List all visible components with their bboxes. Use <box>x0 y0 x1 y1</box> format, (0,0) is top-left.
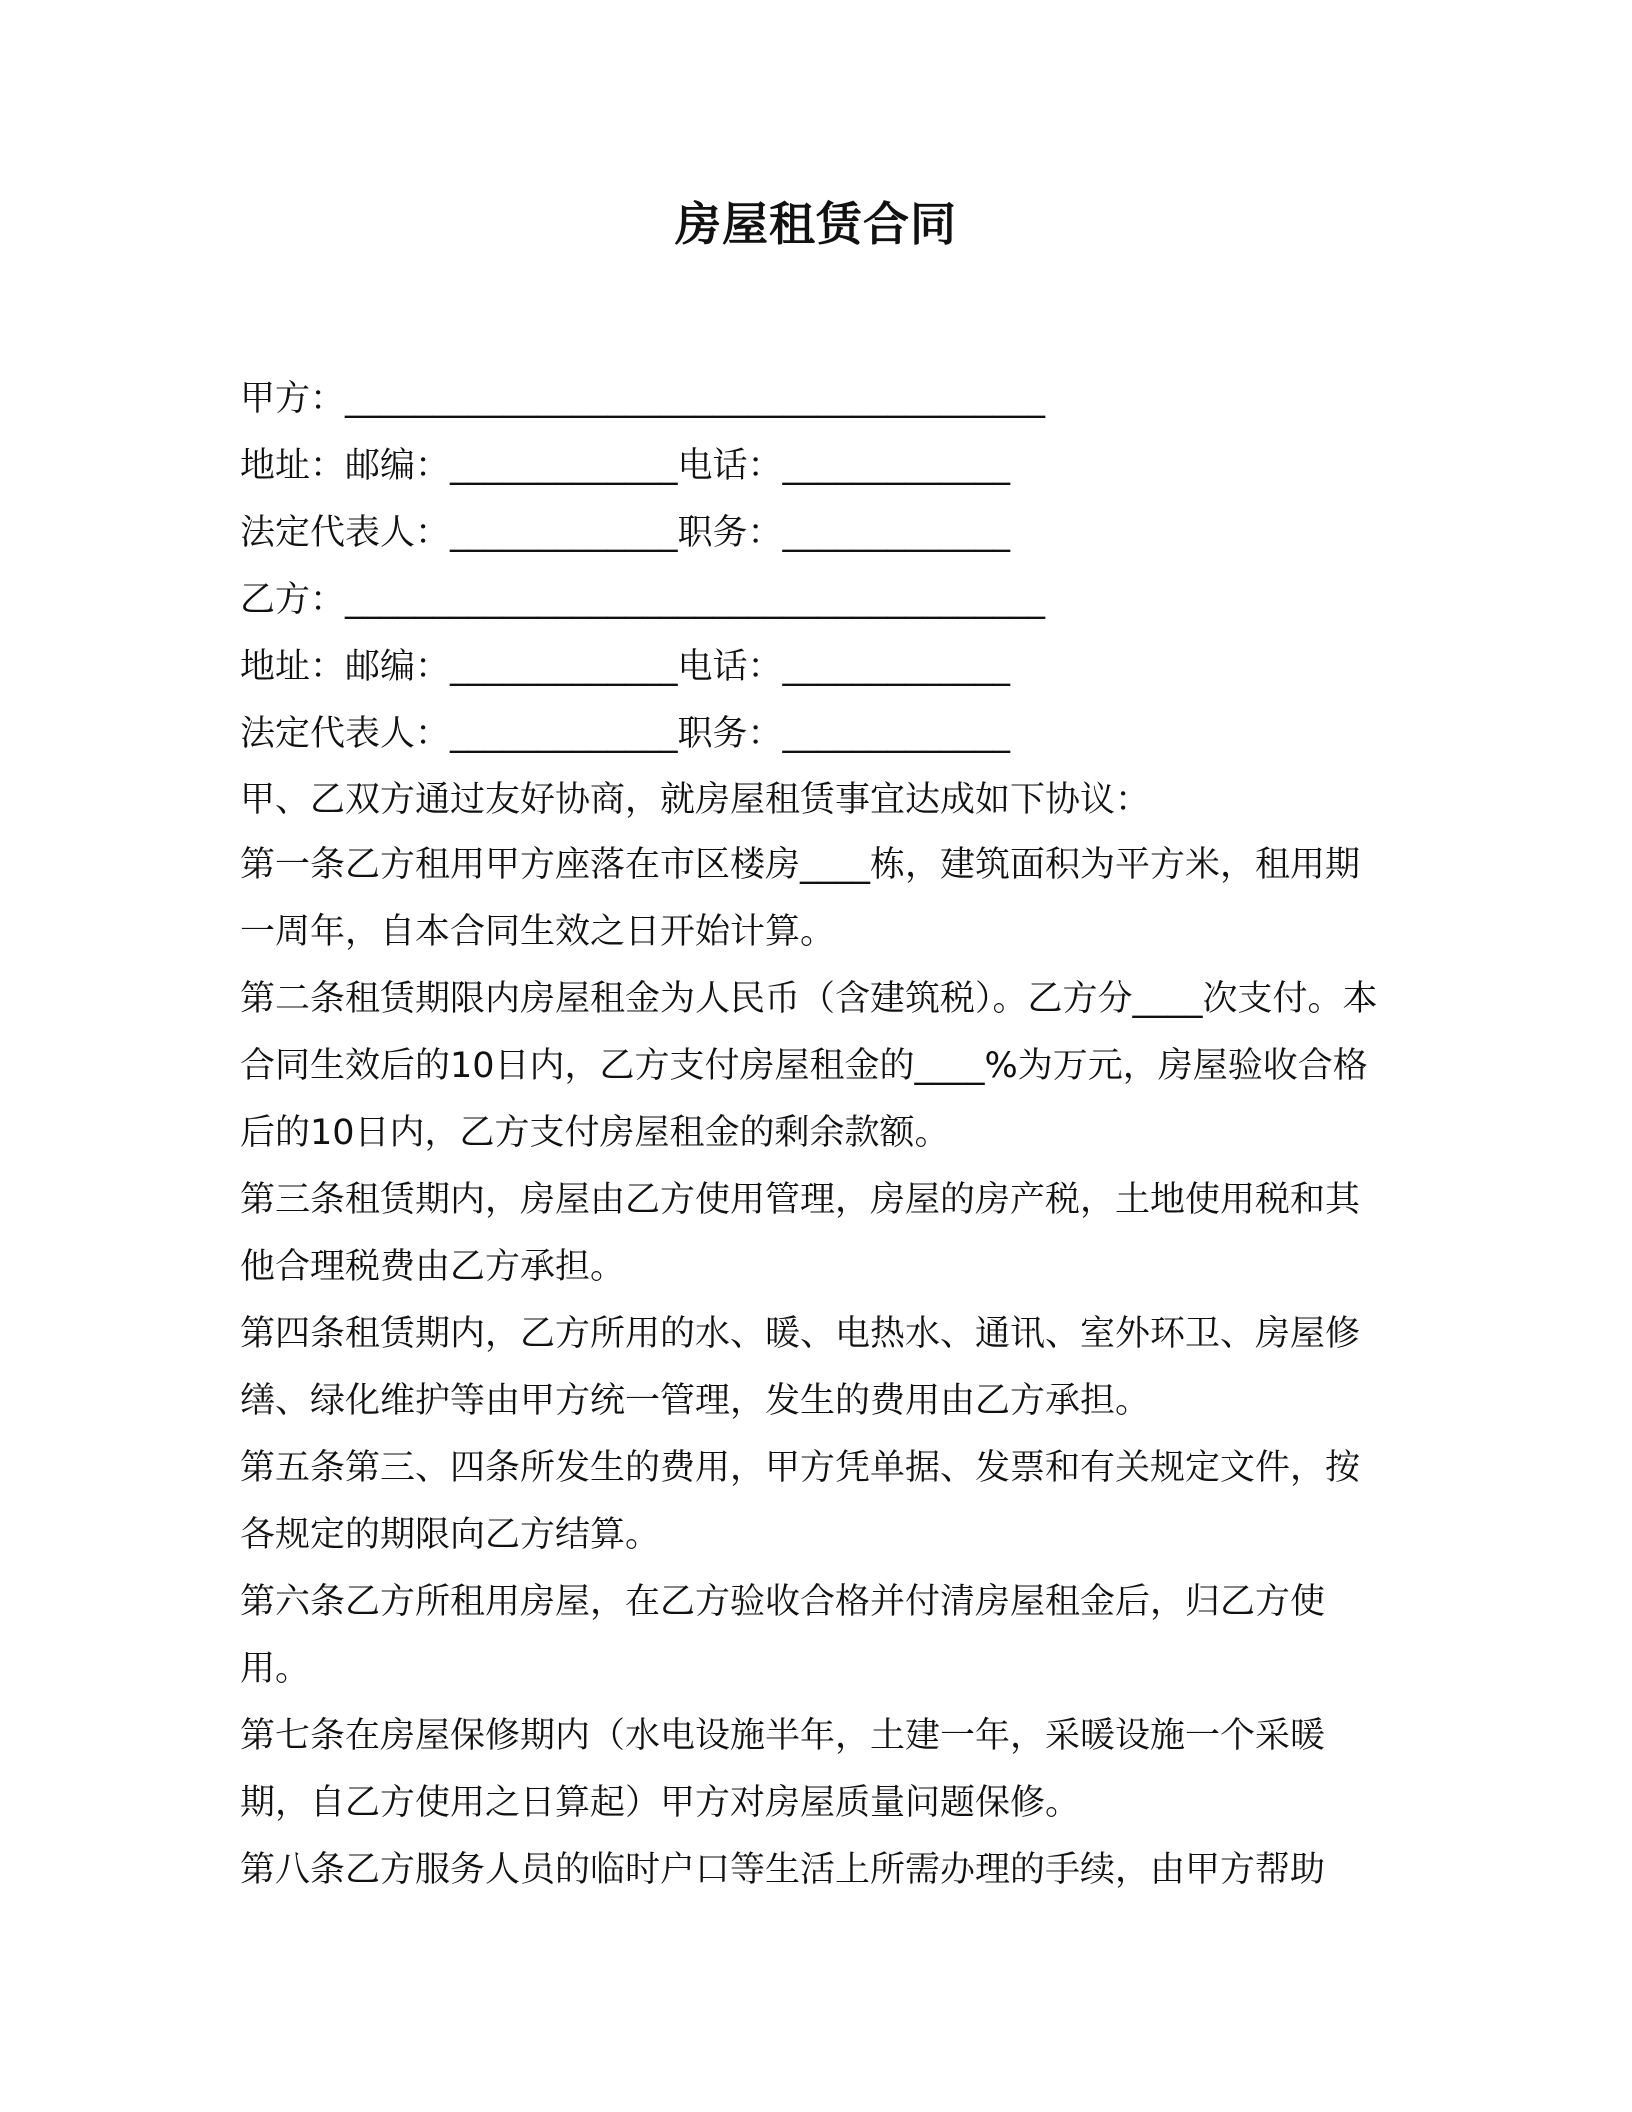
article-6: 第六条乙方所租用房屋，在乙方验收合格并付清房屋租金后，归乙方使用。 <box>240 1582 1326 1689</box>
party-b-line: 乙方：________________________________________ <box>240 580 1046 620</box>
party-a-address-line: 地址：邮编：_____________电话：_____________ <box>240 446 1011 486</box>
agreement-intro: 甲、乙双方通过友好协商，就房屋租赁事宜达成如下协议： <box>240 780 1151 820</box>
party-a-line: 甲方：________________________________________ <box>240 379 1046 419</box>
document-body <box>240 366 1390 1904</box>
party-b-address-line: 地址：邮编：_____________电话：_____________ <box>240 647 1011 687</box>
article-5: 第五条第三、四条所发生的费用，甲方凭单据、发票和有关规定文件，按各规定的期限向乙方结算。 <box>240 1448 1361 1555</box>
document-title: 房屋租赁合同 <box>675 197 957 251</box>
article-1: 第一条乙方租用甲方座落在市区楼房____栋，建筑面积为平方米，租用期一周年，自本合同生效之日开始计算。 <box>240 845 1361 952</box>
article-7: 第七条在房屋保修期内（水电设施半年，土建一年，采暖设施一个采暖期，自乙方使用之日算起）甲方对房屋质量问题保修。 <box>240 1716 1326 1823</box>
article-4: 第四条租赁期内，乙方所用的水、暖、电热水、通讯、室外环卫、房屋修缮、绿化维护等由甲方统一管理，发生的费用由乙方承担。 <box>240 1314 1361 1421</box>
party-b-representative-line: 法定代表人：_____________职务：_____________ <box>240 714 1011 754</box>
article-8: 第八条乙方服务人员的临时户口等生活上所需办理的手续，由甲方帮助 <box>240 1850 1326 1890</box>
party-a-representative-line: 法定代表人：_____________职务：_____________ <box>240 513 1011 553</box>
article-2: 第二条租赁期限内房屋租金为人民币（含建筑税）。乙方分____次支付。本合同生效后的10日内，乙方支付房屋租金的____%为万元，房屋验收合格后的10日内，乙方支付房屋租金的剩余款额。 <box>240 979 1378 1153</box>
article-3: 第三条租赁期内，房屋由乙方使用管理，房屋的房产税，土地使用税和其他合理税费由乙方承担。 <box>240 1180 1361 1287</box>
